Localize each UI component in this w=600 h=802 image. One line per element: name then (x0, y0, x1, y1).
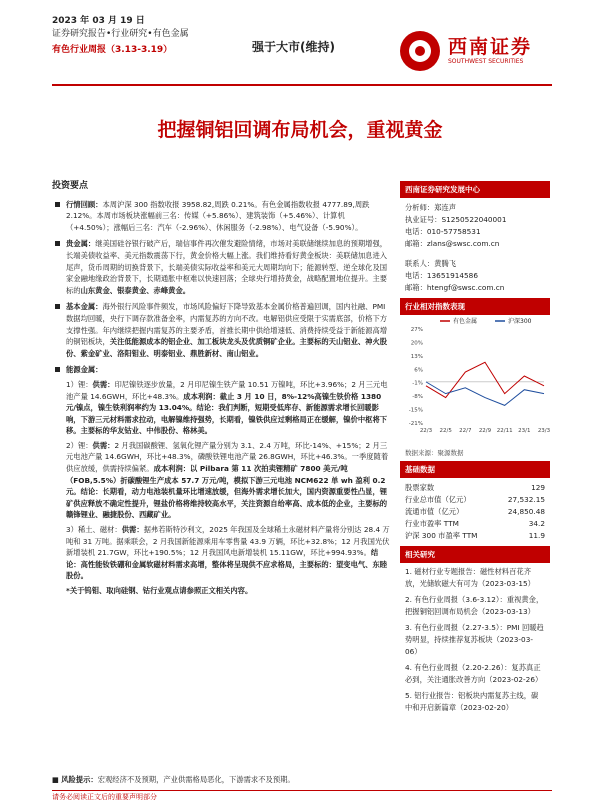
energy-key: 供需： (92, 379, 115, 389)
point-base-metals (52, 301, 392, 359)
energy-highlight: 结论：高性能钕铁硼和金属软磁材料需求高增，整体将呈现供不应求格局，主要标的：望变电气、东睦股份。 (66, 548, 388, 581)
basic-row: 沪深 300 市盈率 TTM 11.9 (405, 531, 545, 540)
logo-mark-icon (400, 31, 440, 71)
energy-nickel (66, 379, 392, 437)
energy-text: 据弗若斯特沙利文，2025 年我国及全球稀土永磁材料产量将分别达 28.4 万吨和 31 万吨。据乘联会，2 月我国新能源乘用车零售量 43.9 万辆，环比+32.8%；12 月我国光伏新增装机 21.7GW，环比+190.5%；12 月我国风电新增装机 15.11GW，环比+994.93%。 (66, 525, 390, 558)
energy-highlight: 成本利润：以 Pilbara 第 11 次拍卖锂精矿 7800 美元/吨（FOB,5.5%）折碳酸锂生产成本 57.7 万元/吨，模拟下游三元电池 NCM622 单 wh 盈利 0.2 元。结论：长期看，动力电池装机量环比增速放缓，但海外需求增长加大，国内资源重要性凸显，锂矿供应释放不确定性提升，锂盐价格将维持较高水平，关注资源自给率高、成本低的企业，主要标的赣锋锂业、融捷股份、西藏矿业。 (66, 464, 388, 520)
report-date: 2023 年 03 月 19 日 (52, 16, 145, 26)
report-header (52, 15, 189, 57)
analyst-row: 电话：010-57758531 (405, 227, 481, 236)
point-highlight: 关注低能源成本的铝企业、加工板块龙头及优质铜矿企业。主要标的天山铝业、神火股份、紫金矿业、洛阳钼业、明泰铝业、鼎胜新材、南山铝业。 (66, 337, 388, 358)
related-item[interactable]: 2. 有色行业周报（3.6-3.12）：重视黄金，把握铜铝回调布局机会（2023-03-13） (405, 595, 544, 616)
point-text: 继美国硅谷银行破产后，瑞信事件再次催发避险情绪，市场对美联储继续加息的预期增强，长端美债收益率、美元指数震荡下行，黄金价格大幅上涨。我们维持看好黄金板块：美联储加息进入尾声，货币周期的切换背景下，长端美债实际收益率和美元大周期均向下；能源转型、逆全球化及国家金融地缘政治背景下，长期通胀中枢难以快速回落；全球央行增持黄金，战略配置地位提升。主要标的 (66, 239, 388, 295)
energy-highlight: 成本利润：截止 3 月 10 日，8%-12%高镍生铁价格 1380 元/镍点，镍生铁利润率约为 13.04%。结论：我们判断，短期受低库存、新能源需求增长回暖影响，下游三元材料需求拉动，电解镍维持强势，长期看，镍铁供应过剩格局正在缓解，镍价中枢将下移。主要标的华友钴业、中伟股份、格林美。 (66, 391, 388, 436)
point-key: 基本金属： (66, 302, 103, 312)
rating: 强于大市(维持) (252, 40, 335, 54)
logo-text-cn: 西南证券 (448, 36, 533, 58)
y-tick-label: 13% (410, 353, 423, 360)
series-line-1 (426, 382, 544, 406)
x-tick-label: 23/1 (518, 428, 531, 434)
analyst-row: 执业证号：S1250522040001 (405, 215, 507, 224)
basic-row: 行业总市值（亿元） 27,532.15 (405, 495, 545, 504)
energy-num: 1）锂： (66, 379, 93, 389)
x-tick-label: 22/9 (478, 428, 492, 434)
y-tick-label: -15% (408, 407, 423, 414)
x-tick-label: 22/11 (496, 428, 513, 434)
chart-svg (400, 315, 550, 440)
point-key: 能源金属： (66, 365, 103, 375)
point-market-review (52, 199, 392, 234)
footer-disclaimer: 请务必阅读正文后的重要声明部分 (52, 793, 157, 801)
related-list (400, 563, 550, 721)
sidebar (400, 181, 550, 721)
energy-num: 3）稀土、磁材： (66, 525, 122, 535)
x-tick-label: 22/3 (419, 428, 433, 434)
note: *关于钨钼、取向硅钢、钴行业观点请参照正文相关内容。 (66, 586, 253, 595)
energy-text: 2 月我国碳酸锂、氢氧化锂产量分别为 3.1、2.4 万吨，环比-14%、+15%；2 月三元电池产量 14.6GWH，环比+48.3%，磷酸铁锂电池产量 26.8GWH，环比+46.3%。一季度随着供应放缓，供需持续偏紧。 (66, 440, 389, 474)
basic-row: 行业市盈率 TTM 34.2 (405, 519, 545, 528)
relative-index-chart (400, 315, 550, 445)
footer-divider (52, 790, 552, 791)
basic-data (400, 478, 550, 546)
report-category: 证券研究报告•行业研究•有色金属 (52, 29, 189, 39)
report-title: 把握铜铝回调布局机会，重视黄金 (157, 119, 443, 141)
chart-source: 数据来源：聚源数据 (405, 449, 464, 457)
risk-text: 宏观经济不及预期，产业供需格局恶化，下游需求不及预期。 (97, 775, 295, 784)
x-tick-label: 22/5 (439, 428, 452, 434)
legend-label: 沪深300 (508, 318, 532, 325)
contact-row: 电话：13651914586 (405, 271, 478, 280)
basic-row: 流通市值（亿元） 24,850.48 (405, 507, 545, 516)
related-heading: 相关研究 (400, 546, 550, 563)
point-text: 海外银行风险事件频发，市场风险偏好下降导致基本金属价格普遍回调，国内社融、PMI 数据均回暖，央行下调存款准备金率，内需复苏的方向不改。电解铝供应受限于实需底部，价格下方支撑性强。年内继续把握内需复苏的主要矛盾，首推长期中供给增速低、消费持续受益于新能源高增的铜铝板块， (66, 302, 388, 347)
analyst-row[interactable]: 邮箱：zlans@swsc.com.cn (405, 239, 500, 248)
main-column (52, 181, 392, 602)
y-tick-label: 6% (414, 367, 423, 374)
related-item[interactable]: 3. 有色行业周报（2.27-3.5）：PMI 回暖趋势明显，持续推荐复苏板块（2023-03-06） (405, 623, 544, 656)
point-key: 行情回顾： (66, 199, 103, 209)
contact-row: 联系人：黄腾飞 (405, 259, 457, 268)
basic-data-heading: 基础数据 (400, 461, 550, 478)
energy-rare-earth (66, 524, 392, 582)
point-precious-metals (52, 238, 392, 296)
analyst-row: 分析师：郑连声 (405, 203, 457, 212)
y-tick-label: -21% (408, 421, 423, 427)
contact-row[interactable]: 邮箱：htengf@swsc.com.cn (405, 283, 505, 292)
y-tick-label: 20% (410, 340, 423, 347)
analyst-info (400, 198, 550, 298)
point-energy-metals (52, 364, 392, 596)
logo-text-en: SOUTHWEST SECURITIES (448, 58, 524, 65)
x-tick-label: 23/3 (537, 428, 550, 434)
risk-key: 风险提示： (61, 775, 98, 784)
y-tick-label: -1% (412, 380, 423, 387)
point-key: 贵金属： (66, 239, 96, 249)
point-highlight: 山东黄金、银泰黄金、赤峰黄金。 (80, 285, 191, 295)
point-text: 本周沪深 300 指数收报 3958.82,周跌 0.21%。有色金属指数收报 4777.89,周跌 2.12%。本周市场板块涨幅前三名：传媒（+5.86%）、建筑装饰（+5.46%）、计算机（+4.50%）；涨幅后三名：汽车（-2.96%）、休闲服务（-2.98%）、电气设备（-5.90%）。 (66, 199, 370, 232)
y-tick-label: 27% (410, 327, 423, 333)
energy-lithium (66, 440, 392, 521)
header-divider (52, 84, 552, 86)
energy-key: 供需： (92, 440, 115, 450)
risk-warning: ■ 风险提示：宏观经济不及预期，产业供需格局恶化，下游需求不及预期。 (52, 775, 295, 784)
chart-heading: 行业相对指数表现 (400, 298, 550, 315)
report-subtitle: 有色行业周报（3.13-3.19） (52, 45, 173, 55)
company-logo (400, 28, 550, 74)
y-tick-label: -8% (412, 394, 423, 401)
section-heading: 投资要点 (52, 181, 89, 191)
x-tick-label: 22/7 (459, 428, 472, 434)
energy-num: 2）锂： (66, 440, 93, 450)
basic-row: 股票家数 129 (405, 483, 545, 492)
team-heading: 西南证券研究发展中心 (400, 181, 550, 198)
related-item[interactable]: 1. 磁材行业专题报告：磁性材料百花齐放，光储软磁大有可为（2023-03-15） (405, 567, 535, 588)
related-item[interactable]: 5. 铝行业报告：铝板块内需复苏主线，碳中和开启新篇章（2023-02-20） (405, 691, 539, 712)
legend-label: 有色金属 (453, 318, 478, 325)
related-item[interactable]: 4. 有色行业周报（2.20-2.26）：复苏真正必到，关注通胀改善方向（2023-02-26） (405, 663, 543, 684)
energy-text: 印尼镍铁逐步放量，2 月印尼镍生铁产量 10.51 万镍吨，环比+3.96%；2 月三元电池产量 14.6GWH，环比+48.3%。 (66, 379, 388, 401)
energy-key: 供需： (121, 525, 144, 535)
